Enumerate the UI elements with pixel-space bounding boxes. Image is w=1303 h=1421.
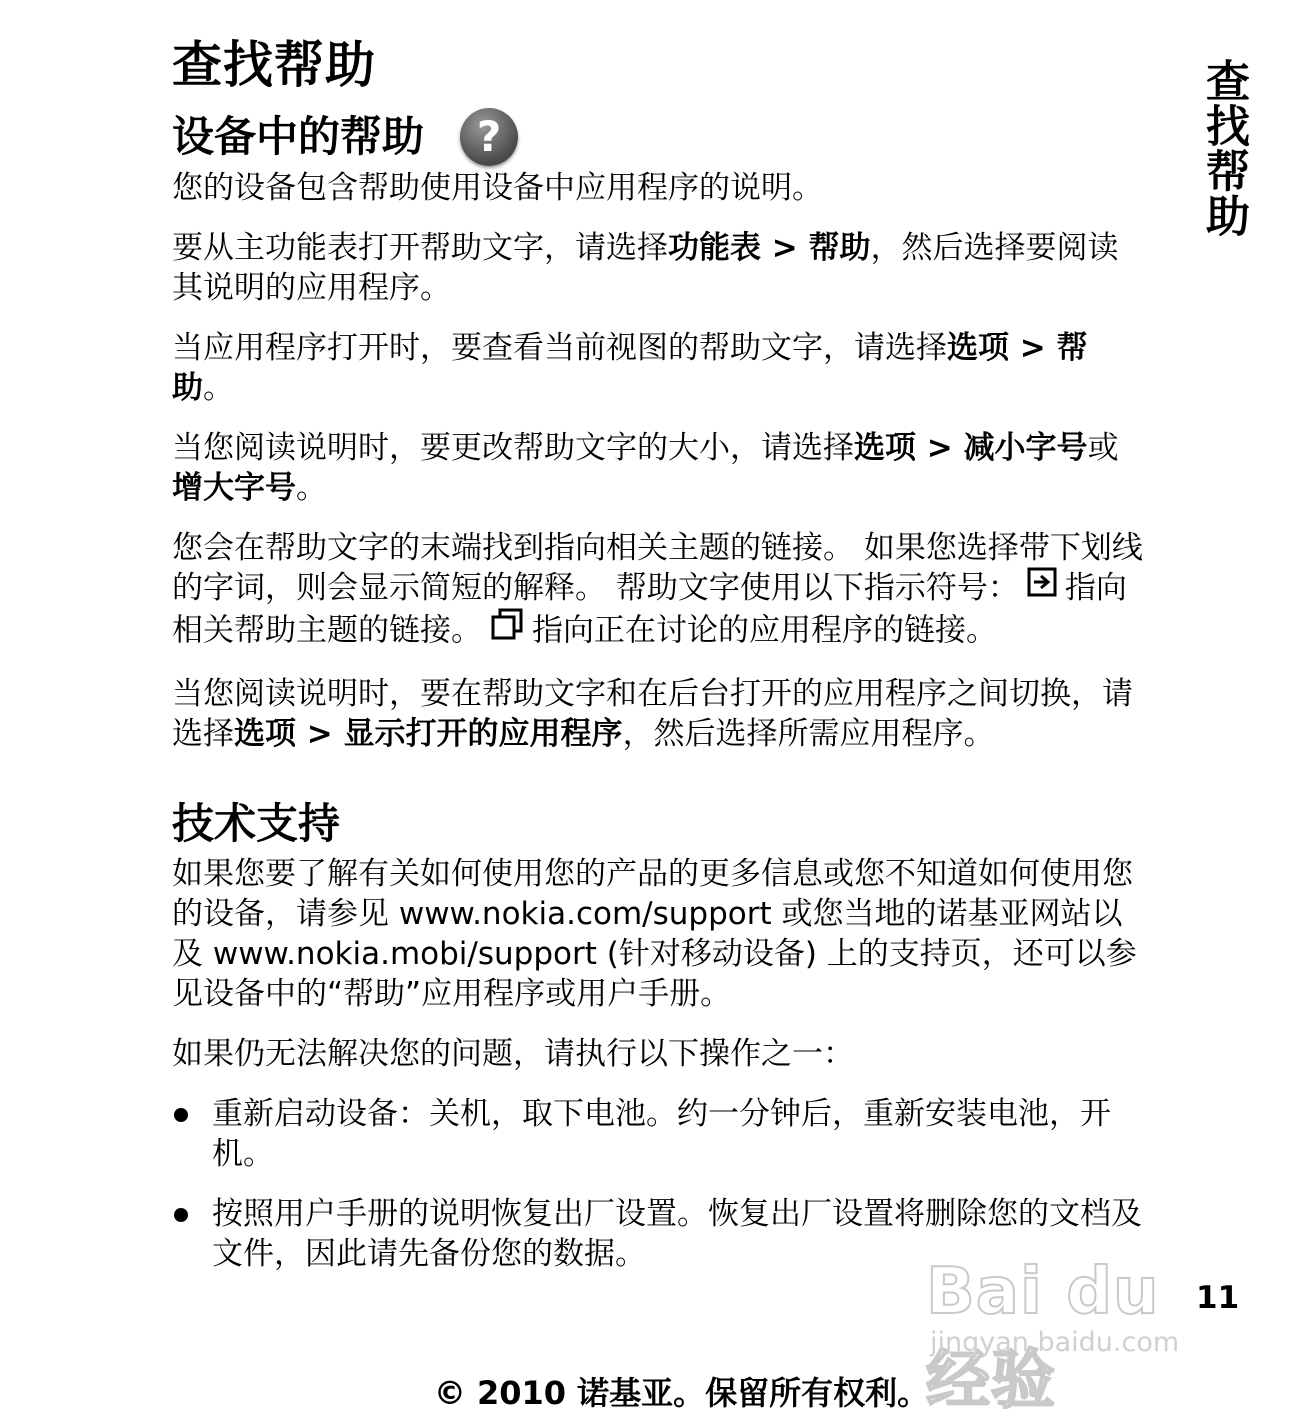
menu-path-item: 帮助 [172,330,1088,406]
text: 或 [1087,430,1119,466]
text: ，然后选择要阅读其说明的应用程序。 [172,230,1119,306]
text: 当您阅读说明时，要更改帮助文字的大小，请选择 [172,430,854,466]
text: 指向相关帮助主题的链接。 [172,570,1127,648]
menu-path-separator: > [761,230,809,266]
section-heading-support: 技术支持 [172,798,341,848]
text: 。 [203,370,234,406]
text: 要从主功能表打开帮助文字，请选择 [172,230,668,266]
menu-path-item: 帮助 [808,230,871,266]
menu-path-item: 增大字号 [172,470,296,506]
main-content [172,32,1147,1294]
text: 指向正在讨论的应用程序的链接。 [532,612,997,648]
watermark-url: jingyan.baidu.com [930,1327,1180,1358]
page-title: 查找帮助 [172,36,376,94]
paragraph-help-in-app [172,328,1147,408]
section-heading-device-help-text: 设备中的帮助 [172,112,425,161]
section-heading-device-help [172,108,1147,166]
baidu-watermark [926,1255,1226,1418]
paragraph-font-size [172,428,1147,508]
text: 。 [296,470,327,506]
help-question-icon: ? [460,108,518,166]
bullet-dot-icon [174,1208,188,1222]
menu-path-item: 选项 [947,330,1009,366]
text: 您会在帮助文字的末端找到指向相关主题的链接。 如果您选择带下划线的字词，则会显示简短的解释。 帮助文字使用以下指示符号： [172,530,1143,606]
menu-path-item: 减小字号 [963,430,1088,466]
paragraph-support-info: 如果您要了解有关如何使用您的产品的更多信息或您不知道如何使用您的设备，请参见 www.nokia.com/support 或您当地的诺基亚网站以及 www.nokia.mobi/support (针对移动设备) 上的支持页，还可以参见设备中的“帮助”应用程序或用户手册。 [172,855,1137,1012]
menu-path-item: 选项 [854,430,916,466]
menu-path-separator: > [916,430,964,466]
list-item [172,1094,1147,1174]
paragraph-open-help-from-menu [172,228,1147,308]
list-item-text: 重新启动设备：关机，取下电池。约一分钟后，重新安装电池，开机。 [212,1095,1111,1172]
support-steps-list [172,1094,1147,1274]
page-number: 11 [1196,1280,1240,1316]
menu-path-item: 选项 [234,715,296,752]
menu-path-item: 显示打开的应用程序 [343,715,623,752]
menu-path-separator: > [296,715,344,752]
text: ，然后选择所需应用程序。 [622,715,995,752]
menu-path-separator: > [1009,330,1057,366]
side-tab-title: 查找帮助 [1198,58,1249,238]
paragraph-support-unresolved: 如果仍无法解决您的问题，请执行以下操作之一： [172,1035,854,1072]
link-arrow-icon [1027,567,1057,607]
text: 当您阅读说明时，要在帮助文字和在后台打开的应用程序之间切换，请选择 [172,675,1133,752]
bullet-dot-icon [174,1108,188,1122]
paragraph-help-intro: 您的设备包含帮助使用设备中应用程序的说明。 [172,170,823,206]
paragraph-help-links [172,528,1147,654]
list-item-text: 按照用户手册的说明恢复出厂设置。恢复出厂设置将删除您的文档及文件，因此请先备份您的数据。 [212,1195,1142,1272]
text: 当应用程序打开时，要查看当前视图的帮助文字，请选择 [172,330,947,366]
menu-path-item: 功能表 [668,230,761,266]
watermark-logo-text: Bai du 经验 [926,1255,1160,1418]
app-windows-icon [490,607,524,651]
paragraph-switch-apps [172,674,1147,754]
copyright-footer: © 2010 诺基亚。保留所有权利。 [433,1374,930,1412]
